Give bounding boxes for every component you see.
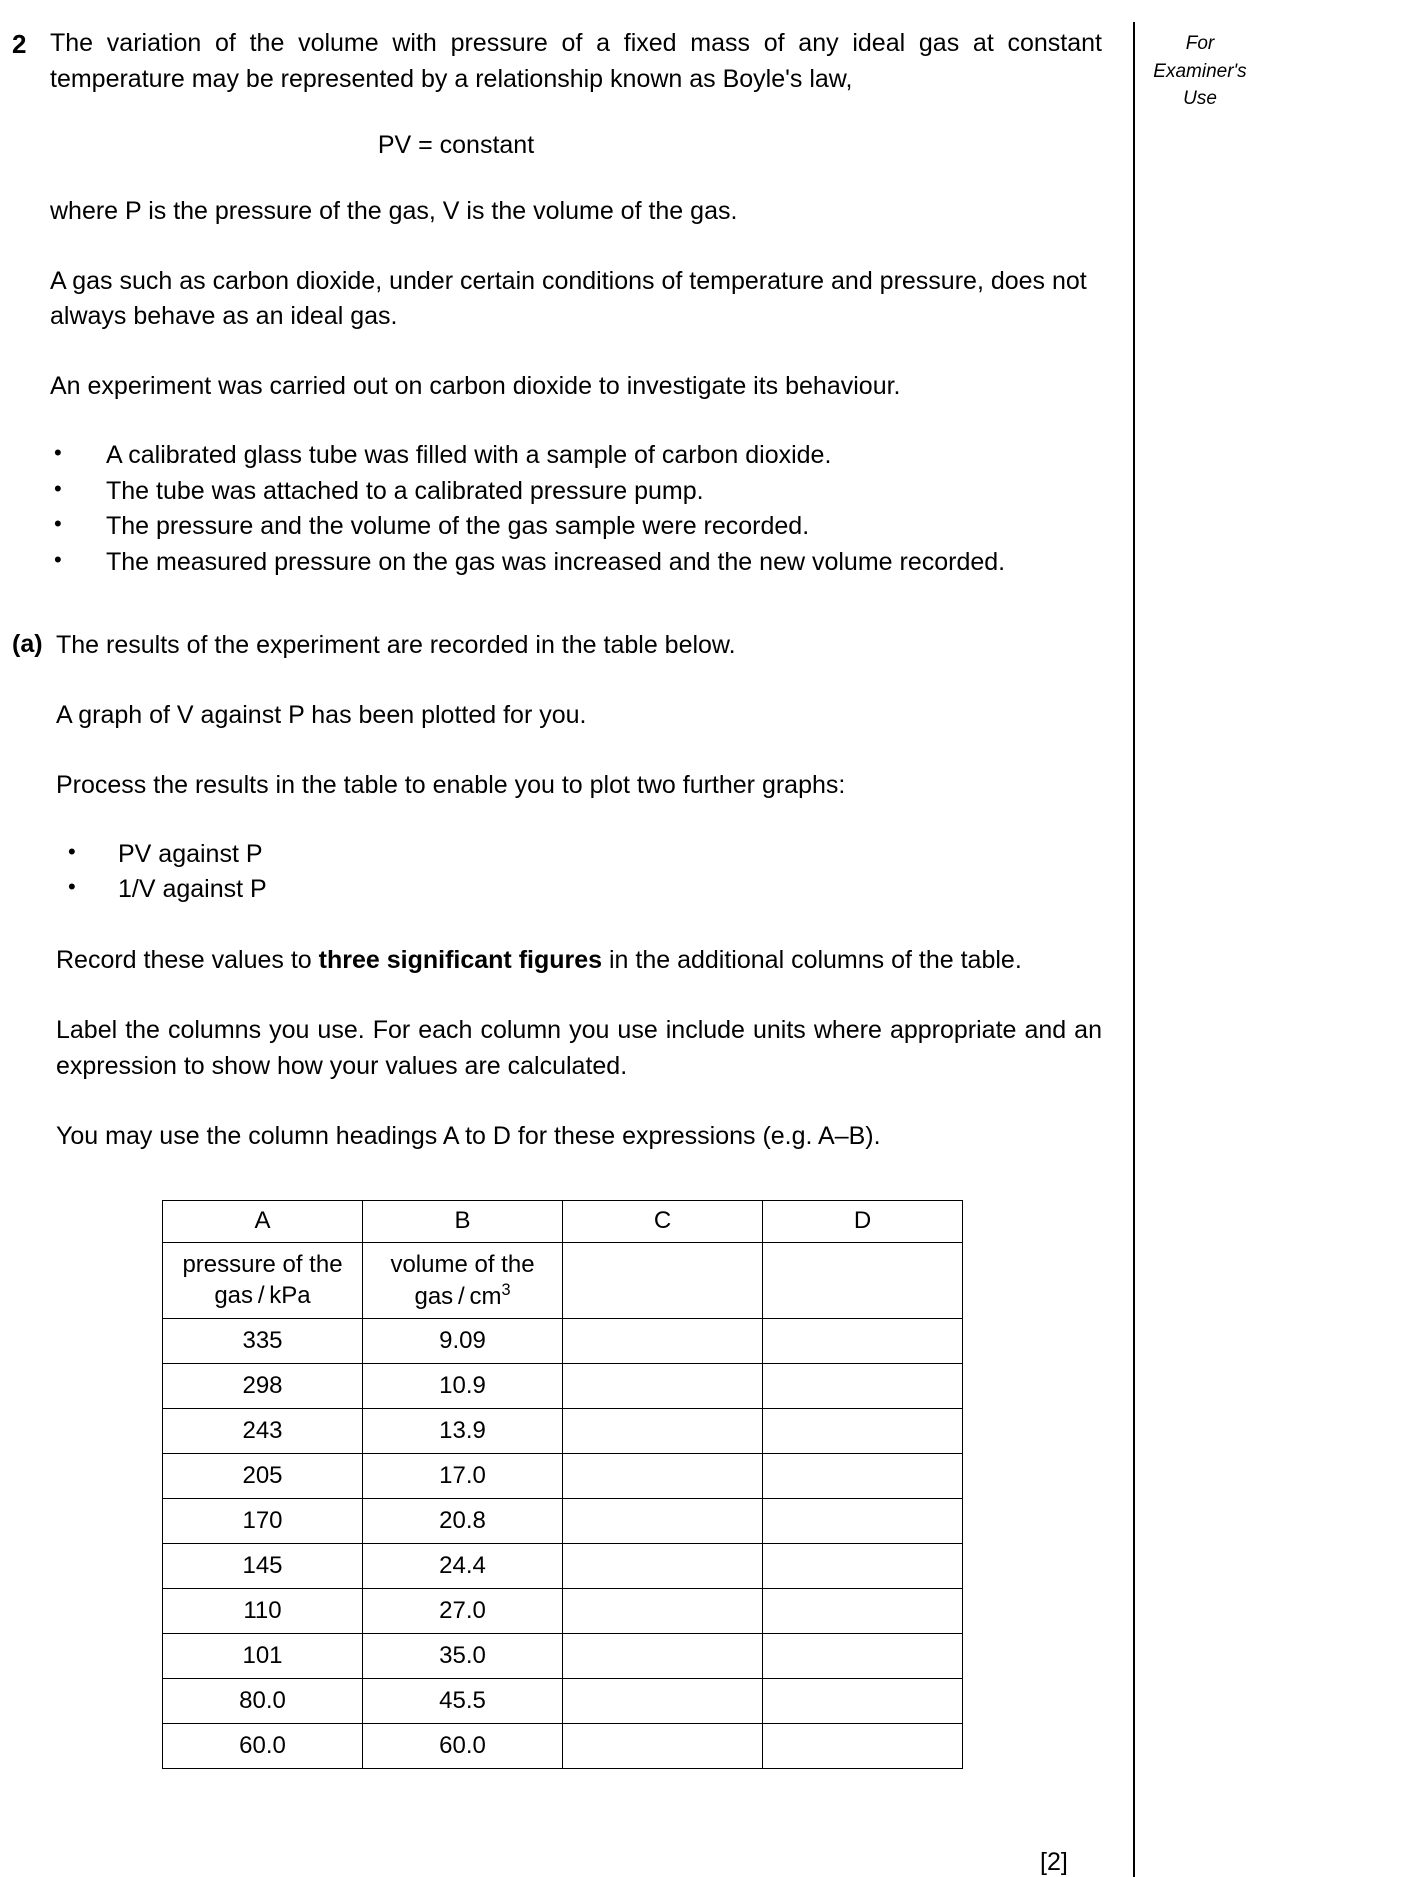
cell-pressure: 298	[163, 1363, 363, 1408]
three-significant-figures-emphasis: three significant figures	[318, 945, 603, 974]
cell-c-blank[interactable]	[563, 1588, 763, 1633]
record-values-text	[56, 942, 1102, 978]
cell-d-blank[interactable]	[763, 1453, 963, 1498]
column-b-unit-exponent: 3	[501, 1280, 511, 1299]
part-a-process-text: Process the results in the table to enable you to plot two further graphs:	[56, 770, 846, 799]
cell-volume: 60.0	[363, 1723, 563, 1768]
cell-pressure: 243	[163, 1408, 363, 1453]
part-a-graph-text: A graph of V against P has been plotted for you.	[56, 700, 587, 729]
cell-c-blank[interactable]	[563, 1678, 763, 1723]
cell-pressure: 145	[163, 1543, 363, 1588]
column-a-heading-line2: gas / kPa	[214, 1282, 311, 1310]
cell-pressure: 60.0	[163, 1723, 363, 1768]
method-bullet-item: • The tube was attached to a calibrated pressure pump.	[50, 474, 1102, 510]
cell-volume: 27.0	[363, 1588, 563, 1633]
column-a-heading-line1: pressure of the	[182, 1251, 343, 1279]
table-row	[163, 1678, 963, 1723]
cell-c-blank[interactable]	[563, 1453, 763, 1498]
table-row	[163, 1543, 963, 1588]
cell-c-blank[interactable]	[563, 1723, 763, 1768]
marks-indicator: [2]	[1040, 1848, 1068, 1876]
table-row	[163, 1318, 963, 1363]
results-table-wrapper	[56, 1200, 1102, 1769]
cell-c-blank[interactable]	[563, 1498, 763, 1543]
column-b-heading	[363, 1242, 563, 1318]
table-header-letters-row	[163, 1200, 963, 1242]
cell-d-blank[interactable]	[763, 1363, 963, 1408]
cell-c-blank[interactable]	[563, 1633, 763, 1678]
column-d-heading-blank[interactable]	[763, 1242, 963, 1318]
cell-pressure: 80.0	[163, 1678, 363, 1723]
table-row	[163, 1633, 963, 1678]
cell-c-blank[interactable]	[563, 1363, 763, 1408]
table-row	[163, 1453, 963, 1498]
graph-bullet-list	[56, 837, 1102, 908]
question-2	[0, 26, 1120, 581]
column-letter-c: C	[563, 1200, 763, 1242]
table-row	[163, 1408, 963, 1453]
column-headings-text: You may use the column headings A to D for these expressions (e.g. A–B).	[56, 1121, 881, 1150]
cell-d-blank[interactable]	[763, 1723, 963, 1768]
cell-d-blank[interactable]	[763, 1408, 963, 1453]
cell-volume: 10.9	[363, 1363, 563, 1408]
column-c-heading-blank[interactable]	[563, 1242, 763, 1318]
cell-volume: 13.9	[363, 1408, 563, 1453]
table-row	[163, 1498, 963, 1543]
cell-d-blank[interactable]	[763, 1678, 963, 1723]
cell-c-blank[interactable]	[563, 1408, 763, 1453]
part-a-results-text: The results of the experiment are recorded in the table below.	[56, 630, 736, 659]
where-definition-text: where P is the pressure of the gas, V is the volume of the gas.	[50, 197, 738, 225]
part-a-body	[56, 627, 1120, 1769]
method-bullet-item: • A calibrated glass tube was filled with a sample of carbon dioxide.	[50, 438, 1102, 474]
method-bullet-item: • The measured pressure on the gas was increased and the new volume recorded.	[50, 545, 1102, 581]
cell-pressure: 101	[163, 1633, 363, 1678]
cell-d-blank[interactable]	[763, 1633, 963, 1678]
cell-pressure: 335	[163, 1318, 363, 1363]
record-values-suffix: in the additional columns of the table.	[602, 945, 1022, 974]
label-columns-text: Label the columns you use. For each column you use include units where appropriate and an expression to show how your values are calculated.	[56, 1015, 1102, 1080]
table-header-units-row	[163, 1242, 963, 1318]
non-ideal-gas-text: A gas such as carbon dioxide, under certain conditions of temperature and pressure, does not always behave as an ideal gas.	[50, 266, 1087, 330]
table-row	[163, 1588, 963, 1633]
cell-volume: 17.0	[363, 1453, 563, 1498]
method-bullet-list	[50, 438, 1102, 581]
examiner-line-3: Use	[1183, 88, 1217, 110]
cell-d-blank[interactable]	[763, 1588, 963, 1633]
cell-pressure: 170	[163, 1498, 363, 1543]
question-body	[50, 26, 1120, 581]
column-letter-a: A	[163, 1200, 363, 1242]
for-examiners-use-label	[1145, 30, 1255, 113]
part-a-label: (a)	[12, 629, 43, 658]
question-intro-text: The variation of the volume with pressure of a fixed mass of any ideal gas at constant temperature may be represented by a relationship known as Boyle's law,	[50, 29, 1102, 93]
cell-pressure: 205	[163, 1453, 363, 1498]
cell-volume: 9.09	[363, 1318, 563, 1363]
cell-volume: 45.5	[363, 1678, 563, 1723]
cell-d-blank[interactable]	[763, 1318, 963, 1363]
cell-pressure: 110	[163, 1588, 363, 1633]
examiner-margin-rule	[1133, 22, 1135, 1877]
column-b-heading-line2: gas / cm	[414, 1282, 502, 1310]
column-letter-d: D	[763, 1200, 963, 1242]
column-a-heading	[163, 1242, 363, 1318]
boyles-law-equation: PV = constant	[377, 131, 535, 159]
record-values-prefix: Record these values to	[56, 945, 319, 974]
table-row	[163, 1363, 963, 1408]
examiner-line-1: For	[1185, 33, 1215, 54]
question-number: 2	[12, 29, 27, 59]
cell-c-blank[interactable]	[563, 1543, 763, 1588]
examiner-line-2: Examiner's	[1153, 60, 1247, 82]
cell-volume: 35.0	[363, 1633, 563, 1678]
cell-volume: 20.8	[363, 1498, 563, 1543]
results-table	[162, 1200, 963, 1769]
table-row	[163, 1723, 963, 1768]
graph-bullet-item: • 1/V against P	[56, 872, 1102, 908]
part-a	[0, 627, 1120, 1769]
cell-d-blank[interactable]	[763, 1498, 963, 1543]
column-b-heading-line1: volume of the	[390, 1250, 535, 1278]
experiment-intro-text: An experiment was carried out on carbon dioxide to investigate its behaviour.	[50, 371, 901, 400]
method-bullet-item: • The pressure and the volume of the gas sample were recorded.	[50, 509, 1102, 545]
cell-c-blank[interactable]	[563, 1318, 763, 1363]
graph-bullet-item: • PV against P	[56, 837, 1102, 873]
column-letter-b: B	[363, 1200, 563, 1242]
cell-d-blank[interactable]	[763, 1543, 963, 1588]
cell-volume: 24.4	[363, 1543, 563, 1588]
